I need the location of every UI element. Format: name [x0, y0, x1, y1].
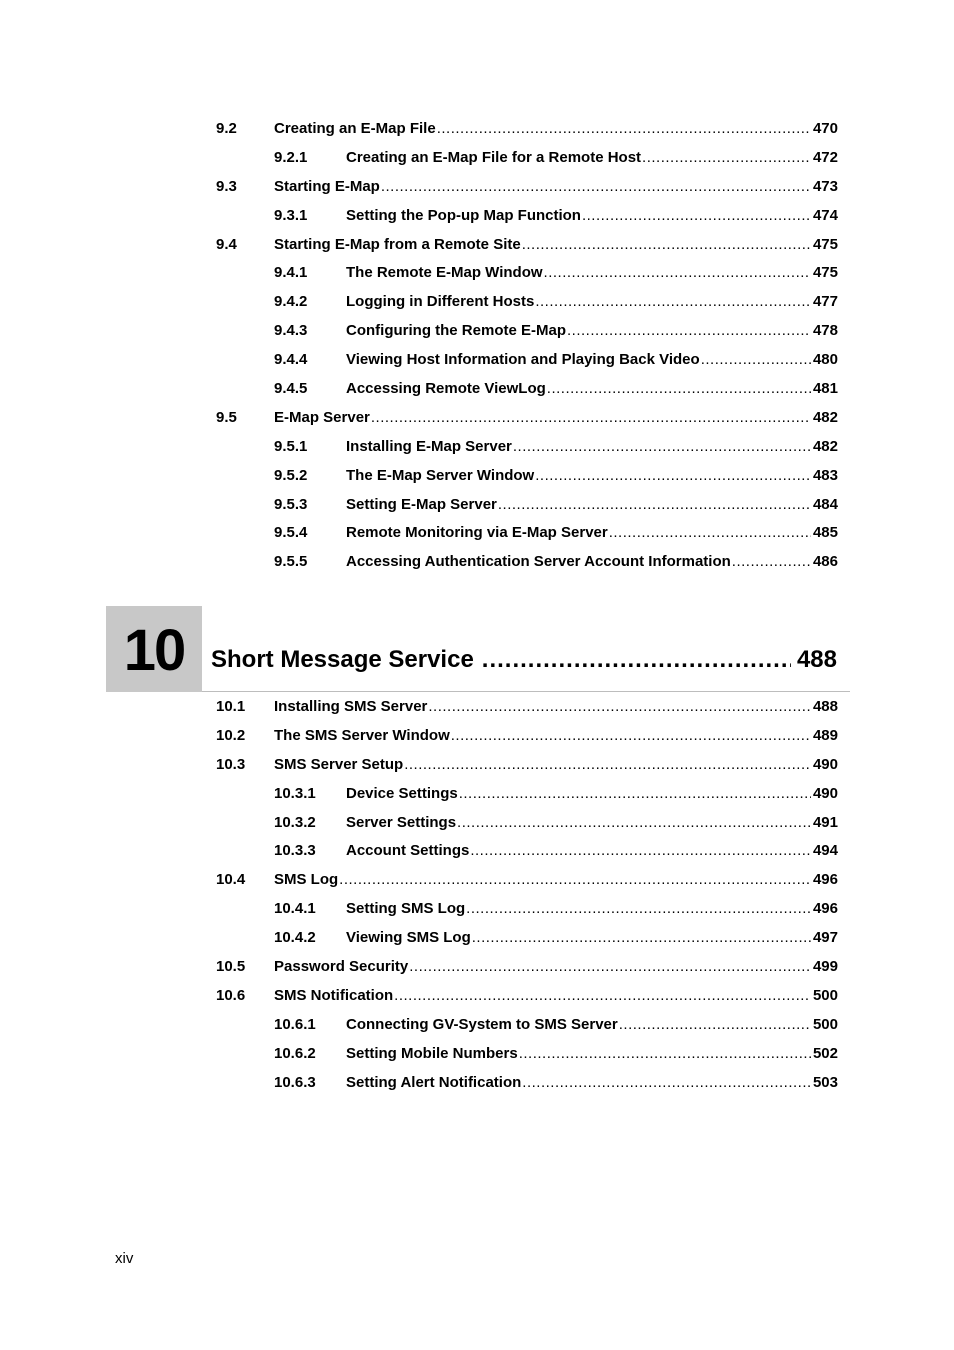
- toc-entry-page: 496: [812, 871, 838, 889]
- toc-leader-dots: [470, 837, 811, 866]
- toc-entry-page: 484: [812, 495, 838, 513]
- toc-entry-title: Accessing Remote ViewLog: [346, 380, 546, 398]
- toc-entry-title: Account Settings: [346, 842, 470, 860]
- toc-entry[interactable]: [216, 837, 838, 866]
- toc-entry-title: The E-Map Server Window: [346, 466, 535, 484]
- toc-entry[interactable]: [216, 404, 838, 433]
- toc-entry-title: Logging in Different Hosts: [346, 293, 535, 311]
- toc-leader-dots: [457, 809, 811, 838]
- toc-entry-title: Viewing Host Information and Playing Back Video: [346, 351, 700, 369]
- toc-leader-dots: [472, 924, 811, 953]
- toc-entry[interactable]: [216, 924, 838, 953]
- toc-entry-line: [274, 173, 838, 202]
- toc-leader-dots: [732, 548, 811, 577]
- chapter-number-box: [106, 606, 202, 692]
- toc-entry-page: 502: [812, 1044, 838, 1062]
- toc-entry-number: 10.6.2: [274, 1044, 316, 1062]
- toc-entry[interactable]: [216, 1069, 838, 1098]
- toc-entry-page: 486: [812, 553, 838, 571]
- toc-entry-number: 10.5: [216, 958, 246, 976]
- toc-entry-title: Creating an E-Map File: [274, 120, 436, 137]
- toc-entry-line: [346, 346, 838, 375]
- toc-leader-dots: [381, 173, 811, 202]
- toc-entry-page: 470: [812, 120, 838, 137]
- toc-entry-number: 10.3: [216, 755, 246, 773]
- toc-entry-line: [346, 433, 838, 462]
- toc-leader-dots: [619, 1011, 811, 1040]
- toc-entry-line: [274, 953, 838, 982]
- toc-entry-line: [346, 1040, 838, 1069]
- toc-entry[interactable]: [216, 693, 838, 722]
- toc-entry-page: 473: [812, 177, 838, 195]
- toc-entry-page: 485: [812, 524, 838, 542]
- toc-entry-title: Installing SMS Server: [274, 698, 428, 715]
- toc-leader-dots: [371, 404, 811, 433]
- toc-entry-page: 497: [812, 929, 838, 947]
- toc-entry-line: [346, 837, 838, 866]
- toc-entry-page: 483: [812, 466, 838, 484]
- toc-entry-page: 500: [812, 986, 838, 1004]
- toc-leader-dots: [522, 231, 811, 260]
- toc-entry[interactable]: [216, 462, 838, 491]
- toc-entry-line: [274, 404, 838, 433]
- toc-entry-number: 10.4.2: [274, 929, 316, 947]
- toc-entry-line: [274, 722, 838, 751]
- toc-entry-line: [346, 1069, 838, 1098]
- toc-entry[interactable]: [216, 1040, 838, 1069]
- toc-entry-number: 10.6: [216, 986, 246, 1004]
- toc-entry[interactable]: [216, 722, 838, 751]
- toc-entry-title: Setting Alert Notification: [346, 1073, 522, 1091]
- toc-entry-title: Remote Monitoring via E-Map Server: [346, 524, 608, 542]
- toc-leader-dots: [544, 259, 811, 288]
- toc-leader-dots: [466, 895, 811, 924]
- toc-entry-page: 488: [812, 698, 838, 715]
- toc-leader-dots: [535, 462, 811, 491]
- chapter-leader-dots: [482, 646, 791, 674]
- toc-entry-line: [346, 288, 838, 317]
- toc-entry-line: [346, 1011, 838, 1040]
- toc-entry[interactable]: [216, 548, 838, 577]
- toc-entry-title: Setting SMS Log: [346, 900, 466, 918]
- chapter-heading-link[interactable]: [211, 646, 837, 674]
- toc-entry-title: Viewing SMS Log: [346, 929, 471, 947]
- toc-entry-title: Starting E-Map: [274, 177, 380, 195]
- toc-section-10: [216, 693, 838, 1097]
- toc-entry-title: Setting the Pop-up Map Function: [346, 206, 581, 224]
- toc-entry-number: 10.3.2: [274, 813, 316, 831]
- toc-entry-title: The Remote E-Map Window: [346, 264, 543, 282]
- toc-entry-line: [346, 259, 838, 288]
- toc-leader-dots: [437, 115, 811, 144]
- toc-entry-number: 10.1: [216, 698, 246, 715]
- toc-entry-number: 9.5.2: [274, 466, 308, 484]
- toc-entry-title: Server Settings: [346, 813, 457, 831]
- toc-entry-page: 500: [812, 1015, 838, 1033]
- toc-entry[interactable]: [216, 519, 838, 548]
- toc-entry-title: SMS Notification: [274, 986, 394, 1004]
- toc-leader-dots: [339, 866, 811, 895]
- toc-entry[interactable]: [216, 259, 838, 288]
- toc-entry[interactable]: [216, 375, 838, 404]
- toc-leader-dots: [404, 751, 811, 780]
- toc-leader-dots: [609, 519, 811, 548]
- toc-entry[interactable]: [216, 809, 838, 838]
- toc-list-bottom: [216, 693, 838, 1097]
- chapter-number: 10: [123, 618, 185, 683]
- chapter-page-number: 488: [796, 646, 837, 673]
- toc-entry-page: 480: [812, 351, 838, 369]
- toc-leader-dots: [409, 953, 811, 982]
- toc-entry-number: 10.4.1: [274, 900, 316, 918]
- toc-entry-number: 9.4.1: [274, 264, 308, 282]
- toc-entry-number: 9.5.4: [274, 524, 308, 542]
- toc-entry-line: [346, 924, 838, 953]
- toc-entry[interactable]: [216, 173, 838, 202]
- toc-entry-line: [346, 202, 838, 231]
- toc-entry-number: 9.4.4: [274, 351, 308, 369]
- toc-entry[interactable]: [216, 780, 838, 809]
- toc-entry-title: E-Map Server: [274, 408, 370, 426]
- toc-entry[interactable]: [216, 433, 838, 462]
- toc-entry-page: 481: [812, 380, 838, 398]
- toc-entry-number: 9.2: [216, 120, 237, 137]
- toc-entry-title: Setting Mobile Numbers: [346, 1044, 518, 1062]
- toc-section-9: [216, 115, 838, 577]
- toc-entry[interactable]: [216, 866, 838, 895]
- toc-entry-title: Starting E-Map from a Remote Site: [274, 235, 521, 253]
- toc-entry-number: 10.4: [216, 871, 246, 889]
- toc-entry-line: [274, 866, 838, 895]
- toc-leader-dots: [459, 780, 811, 809]
- toc-entry[interactable]: [216, 346, 838, 375]
- toc-leader-dots: [513, 433, 811, 462]
- toc-entry-line: [346, 144, 838, 173]
- toc-leader-dots: [522, 1069, 811, 1098]
- toc-entry-line: [346, 809, 838, 838]
- chapter-divider: [202, 691, 850, 692]
- toc-entry-page: 475: [812, 264, 838, 282]
- toc-entry-number: 9.3.1: [274, 206, 308, 224]
- toc-entry-number: 9.5.1: [274, 437, 308, 455]
- toc-entry[interactable]: [216, 953, 838, 982]
- toc-entry-number: 10.6.3: [274, 1073, 316, 1091]
- toc-entry[interactable]: [216, 751, 838, 780]
- toc-entry-title: Installing E-Map Server: [346, 437, 512, 455]
- toc-entry-number: 9.3: [216, 177, 237, 195]
- toc-entry[interactable]: [216, 1011, 838, 1040]
- toc-entry-number: 9.5.5: [274, 553, 308, 571]
- toc-entry-number: 9.4: [216, 235, 237, 253]
- toc-entry-number: 9.2.1: [274, 148, 308, 166]
- toc-leader-dots: [567, 317, 811, 346]
- toc-entry-title: Connecting GV-System to SMS Server: [346, 1015, 618, 1033]
- toc-leader-dots: [428, 693, 811, 722]
- toc-leader-dots: [701, 346, 811, 375]
- chapter-title: Short Message Service: [211, 646, 474, 673]
- toc-entry-number: 9.4.3: [274, 322, 308, 340]
- toc-entry[interactable]: [216, 288, 838, 317]
- toc-entry-page: 489: [812, 726, 838, 744]
- toc-entry-number: 9.4.5: [274, 380, 308, 398]
- toc-entry[interactable]: [216, 144, 838, 173]
- toc-entry-number: 10.6.1: [274, 1015, 316, 1033]
- toc-entry-title: Setting E-Map Server: [346, 495, 497, 513]
- toc-entry-line: [346, 462, 838, 491]
- toc-list-top: [216, 115, 838, 577]
- toc-entry-line: [346, 375, 838, 404]
- toc-entry-line: [346, 519, 838, 548]
- toc-entry-line: [274, 231, 838, 260]
- toc-entry-page: 474: [812, 206, 838, 224]
- toc-entry[interactable]: [216, 895, 838, 924]
- toc-leader-dots: [582, 202, 811, 231]
- toc-entry-page: 503: [812, 1073, 838, 1091]
- toc-entry-page: 490: [812, 755, 838, 773]
- toc-entry-number: 9.5.3: [274, 495, 308, 513]
- toc-entry-title: Configuring the Remote E-Map: [346, 322, 566, 340]
- toc-entry-line: [274, 982, 838, 1011]
- toc-entry-title: Password Security: [274, 958, 409, 976]
- toc-leader-dots: [642, 144, 811, 173]
- toc-entry-title: Accessing Authentication Server Account Information: [346, 553, 731, 571]
- toc-entry-page: 491: [812, 813, 838, 831]
- toc-entry-line: [346, 895, 838, 924]
- toc-entry-line: [274, 751, 838, 780]
- toc-entry-number: 10.2: [216, 726, 246, 744]
- toc-leader-dots: [547, 375, 811, 404]
- toc-entry-page: 494: [812, 842, 838, 860]
- toc-entry-line: [274, 693, 838, 722]
- toc-entry-number: 10.3.3: [274, 842, 316, 860]
- toc-leader-dots: [451, 722, 811, 751]
- toc-entry-line: [346, 317, 838, 346]
- toc-entry[interactable]: [216, 202, 838, 231]
- toc-entry-page: 499: [812, 958, 838, 976]
- toc-entry-line: [346, 780, 838, 809]
- toc-entry-title: The SMS Server Window: [274, 726, 450, 744]
- toc-entry-title: Creating an E-Map File for a Remote Host: [346, 148, 642, 166]
- toc-entry-page: 477: [812, 293, 838, 311]
- toc-entry[interactable]: [216, 982, 838, 1011]
- toc-entry-page: 478: [812, 322, 838, 340]
- toc-entry[interactable]: [216, 231, 838, 260]
- toc-entry-number: 9.5: [216, 408, 237, 426]
- toc-entry-page: 475: [812, 235, 838, 253]
- toc-entry-title: SMS Server Setup: [274, 755, 404, 773]
- toc-entry-page: 482: [812, 408, 838, 426]
- toc-entry[interactable]: [216, 115, 838, 144]
- toc-entry-title: Device Settings: [346, 784, 458, 802]
- toc-entry-page: 472: [812, 148, 838, 166]
- page-number-footer: xiv: [115, 1250, 134, 1267]
- toc-entry[interactable]: [216, 491, 838, 520]
- toc-leader-dots: [535, 288, 811, 317]
- toc-entry-number: 10.3.1: [274, 784, 316, 802]
- toc-entry-page: 496: [812, 900, 838, 918]
- toc-entry-page: 490: [812, 784, 838, 802]
- toc-entry-title: SMS Log: [274, 871, 339, 889]
- toc-leader-dots: [519, 1040, 811, 1069]
- toc-entry-page: 482: [812, 437, 838, 455]
- toc-leader-dots: [394, 982, 811, 1011]
- toc-entry-line: [346, 491, 838, 520]
- toc-entry-line: [274, 115, 838, 144]
- toc-entry-number: 9.4.2: [274, 293, 308, 311]
- toc-entry-line: [346, 548, 838, 577]
- toc-entry[interactable]: [216, 317, 838, 346]
- toc-leader-dots: [498, 491, 811, 520]
